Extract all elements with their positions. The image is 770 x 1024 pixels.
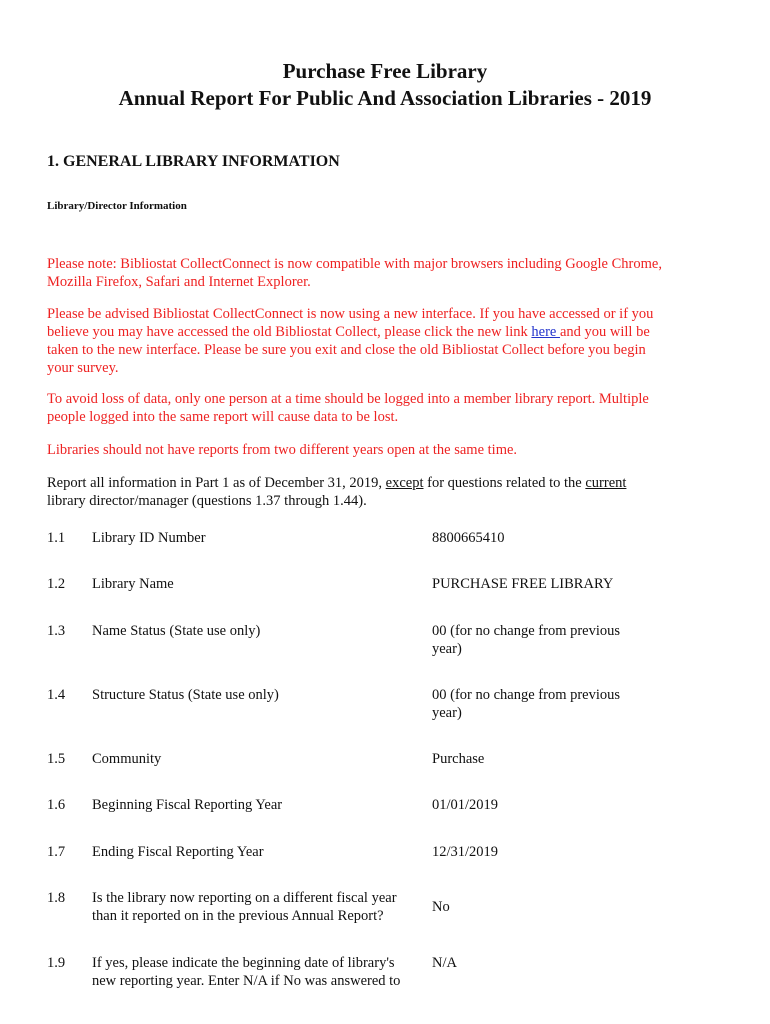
new-interface-note-text: Please be advised Bibliostat CollectConnect is now using a new interface. If you have accessed or if you believe you may have accessed the old Bibliostat Collect, please click the new link	[47, 306, 654, 340]
here-link[interactable]: here	[531, 324, 560, 340]
new-interface-note-text-end: and you will be taken to the new interface. Please be sure you exit and close the old Bibliostat Collect before you begin your survey.	[47, 324, 650, 376]
new-interface-note	[47, 305, 667, 377]
item-value: 8800665410	[432, 530, 505, 546]
item-value: 01/01/2019	[432, 797, 499, 813]
item-number: 1.3	[47, 623, 66, 639]
data-loss-note: To avoid loss of data, only one person at a time should be logged into a member library report. Multiple people logged into the same report will cause data to be lost.	[47, 391, 649, 425]
instructions-current: current	[585, 475, 627, 491]
item-value: N/A	[432, 955, 457, 971]
report-instructions	[47, 474, 667, 510]
item-label: Ending Fiscal Reporting Year	[92, 844, 264, 860]
item-number: 1.9	[47, 955, 66, 971]
item-number: 1.5	[47, 751, 66, 767]
item-label: Beginning Fiscal Reporting Year	[92, 797, 283, 813]
item-value: 00 (for no change from previous year)	[432, 623, 621, 657]
item-value: 00 (for no change from previous year)	[432, 687, 621, 721]
section-heading: 1. GENERAL LIBRARY INFORMATION	[47, 153, 340, 170]
item-number: 1.7	[47, 844, 66, 860]
item-number: 1.8	[47, 890, 66, 906]
item-label: Name Status (State use only)	[92, 623, 261, 639]
item-label: Structure Status (State use only)	[92, 687, 279, 703]
item-number: 1.6	[47, 797, 66, 813]
item-value: 12/31/2019	[432, 844, 499, 860]
item-number: 1.2	[47, 576, 66, 592]
subsection-heading: Library/Director Information	[47, 200, 187, 212]
item-value: No	[432, 899, 450, 915]
instructions-text-2: for questions related to the	[423, 475, 586, 491]
item-label: Library Name	[92, 576, 174, 592]
instructions-text-3: library director/manager (questions 1.37 through 1.44).	[47, 493, 367, 509]
item-label: Library ID Number	[92, 530, 206, 546]
browser-compatibility-note: Please note: Bibliostat CollectConnect is now compatible with major browsers including Google Chrome, Mozilla Firefox, Safari and Internet Explorer.	[47, 256, 662, 290]
multiple-years-note: Libraries should not have reports from two different years open at the same time.	[47, 442, 518, 458]
item-label: If yes, please indicate the beginning date of library's new reporting year. Enter N/A if No was answered to	[92, 955, 401, 989]
item-label: Is the library now reporting on a different fiscal year than it reported on in the previous Annual Report?	[92, 890, 397, 924]
report-title-library: Purchase Free Library	[282, 59, 488, 83]
item-value: PURCHASE FREE LIBRARY	[432, 576, 614, 592]
instructions-text: Report all information in Part 1 as of December 31, 2019,	[47, 475, 386, 491]
item-value: Purchase	[432, 751, 485, 767]
instructions-except: except	[385, 475, 424, 491]
item-number: 1.4	[47, 687, 66, 703]
item-label: Community	[92, 751, 162, 767]
report-title-annual-report: Annual Report For Public And Association Libraries - 2019	[118, 86, 652, 110]
item-number: 1.1	[47, 530, 66, 546]
